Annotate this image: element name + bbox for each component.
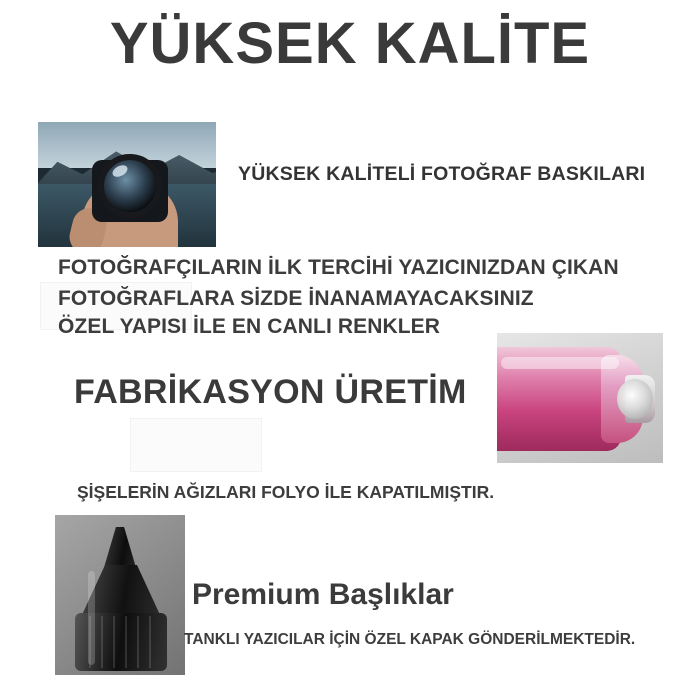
cap-rib [137,616,139,668]
pink-ink-bottle-photo [497,333,663,463]
quality-caption: YÜKSEK KALİTELİ FOTOĞRAF BASKILARI [238,163,646,185]
cap-highlight [88,571,95,665]
paragraph-line-2: FOTOĞRAFLARA SİZDE İNANAMAYACAKSINIZ [58,287,534,310]
foil-note: ŞİŞELERİN AĞIZLARI FOLYO İLE KAPATILMIŞTIR. [77,482,495,502]
paragraph-line-1: FOTOĞRAFÇILARIN İLK TERCİHİ YAZICINIZDAN ÇIKAN [58,256,619,279]
cap-rib [113,616,115,668]
fabrication-title: FABRİKASYON ÜRETİM [74,373,467,411]
tank-printer-note: TANKLI YAZICILAR İÇİN ÖZEL KAPAK GÖNDERİLMEKTEDİR. [184,631,636,648]
camera-lens-photo [38,122,216,247]
paragraph-line-3: ÖZEL YAPISI İLE EN CANLI RENKLER [58,315,441,338]
cap-rib [101,616,103,668]
cap-rib [125,616,127,668]
black-nozzle-cap-photo [55,515,185,675]
lens-glass-icon [98,154,162,218]
bottle-cap-shape [617,379,653,419]
bottle-highlight [501,357,619,369]
watermark-box [130,418,262,472]
page-title: YÜKSEK KALİTE [109,11,591,76]
cap-rib [149,616,151,668]
premium-title: Premium Başlıklar [192,578,454,611]
